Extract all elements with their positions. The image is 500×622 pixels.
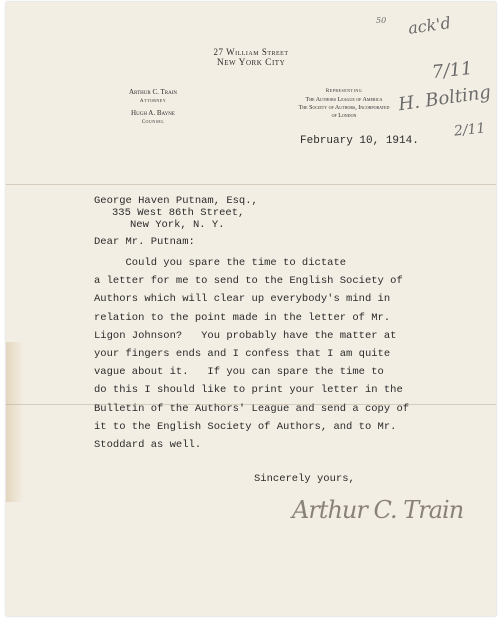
letterhead-representing: Representing [325, 89, 363, 94]
pencil-date: 2/11 [453, 120, 487, 140]
pencil-number: 50 [376, 16, 387, 25]
letterhead-right-block [274, 88, 414, 120]
body-line: Bulletin of the Authors' League and send a copy of [94, 402, 410, 415]
body-line: do this I should like to print your letter in the [94, 384, 403, 397]
letterhead-name: Hugh A. Bayne [131, 109, 175, 117]
recipient-line: New York, N. Y. [130, 219, 225, 231]
letterhead-left-block [98, 88, 208, 127]
letterhead-org: The Authors League of America [305, 97, 383, 103]
letterhead-org: of London [331, 113, 357, 119]
body-line: vague about it. If you can spare the time to [94, 366, 384, 379]
letterhead-name: Arthur C. Train [129, 88, 177, 96]
pencil-name: H. Bolting [396, 81, 493, 116]
closing: Sincerely yours, [254, 473, 355, 485]
salutation: Dear Mr. Putnam: [94, 236, 195, 248]
letterhead-city: New York City [216, 58, 286, 68]
letter-date: February 10, 1914. [300, 135, 419, 147]
body-line: it to the English Society of Authors, and to Mr. [94, 420, 397, 433]
letterhead-org: The Society of Authors, Incorporated [298, 105, 390, 111]
body-line: your fingers ends and I confess that I am quite [94, 348, 391, 361]
letterhead-street: 27 William Street [213, 47, 289, 57]
body-line: Stoddard as well. [94, 439, 202, 452]
body-line: Could you spare the time to dictate [94, 257, 347, 269]
body-line: Ligon Johnson? You probably have the matter at [94, 329, 397, 342]
pencil-date: 7/11 [431, 57, 474, 84]
body-line: Authors which will clear up everybody's mind in [94, 293, 391, 306]
letter-body [94, 254, 434, 454]
letter-page [6, 2, 496, 616]
letterhead-role: Attorney [139, 99, 167, 104]
signature: Arthur C. Train [292, 496, 464, 524]
fold-line [6, 184, 496, 185]
body-line: relation to the point made in the letter of Mr. [94, 311, 391, 324]
recipient-line: George Haven Putnam, Esq., [94, 195, 258, 207]
pencil-ackd: ack'd [406, 13, 452, 38]
paper-stain [6, 342, 24, 502]
recipient-line: 335 West 86th Street, [112, 207, 245, 219]
letterhead-role: Counsel [141, 120, 165, 125]
body-line: a letter for me to send to the English Society of [94, 275, 403, 288]
